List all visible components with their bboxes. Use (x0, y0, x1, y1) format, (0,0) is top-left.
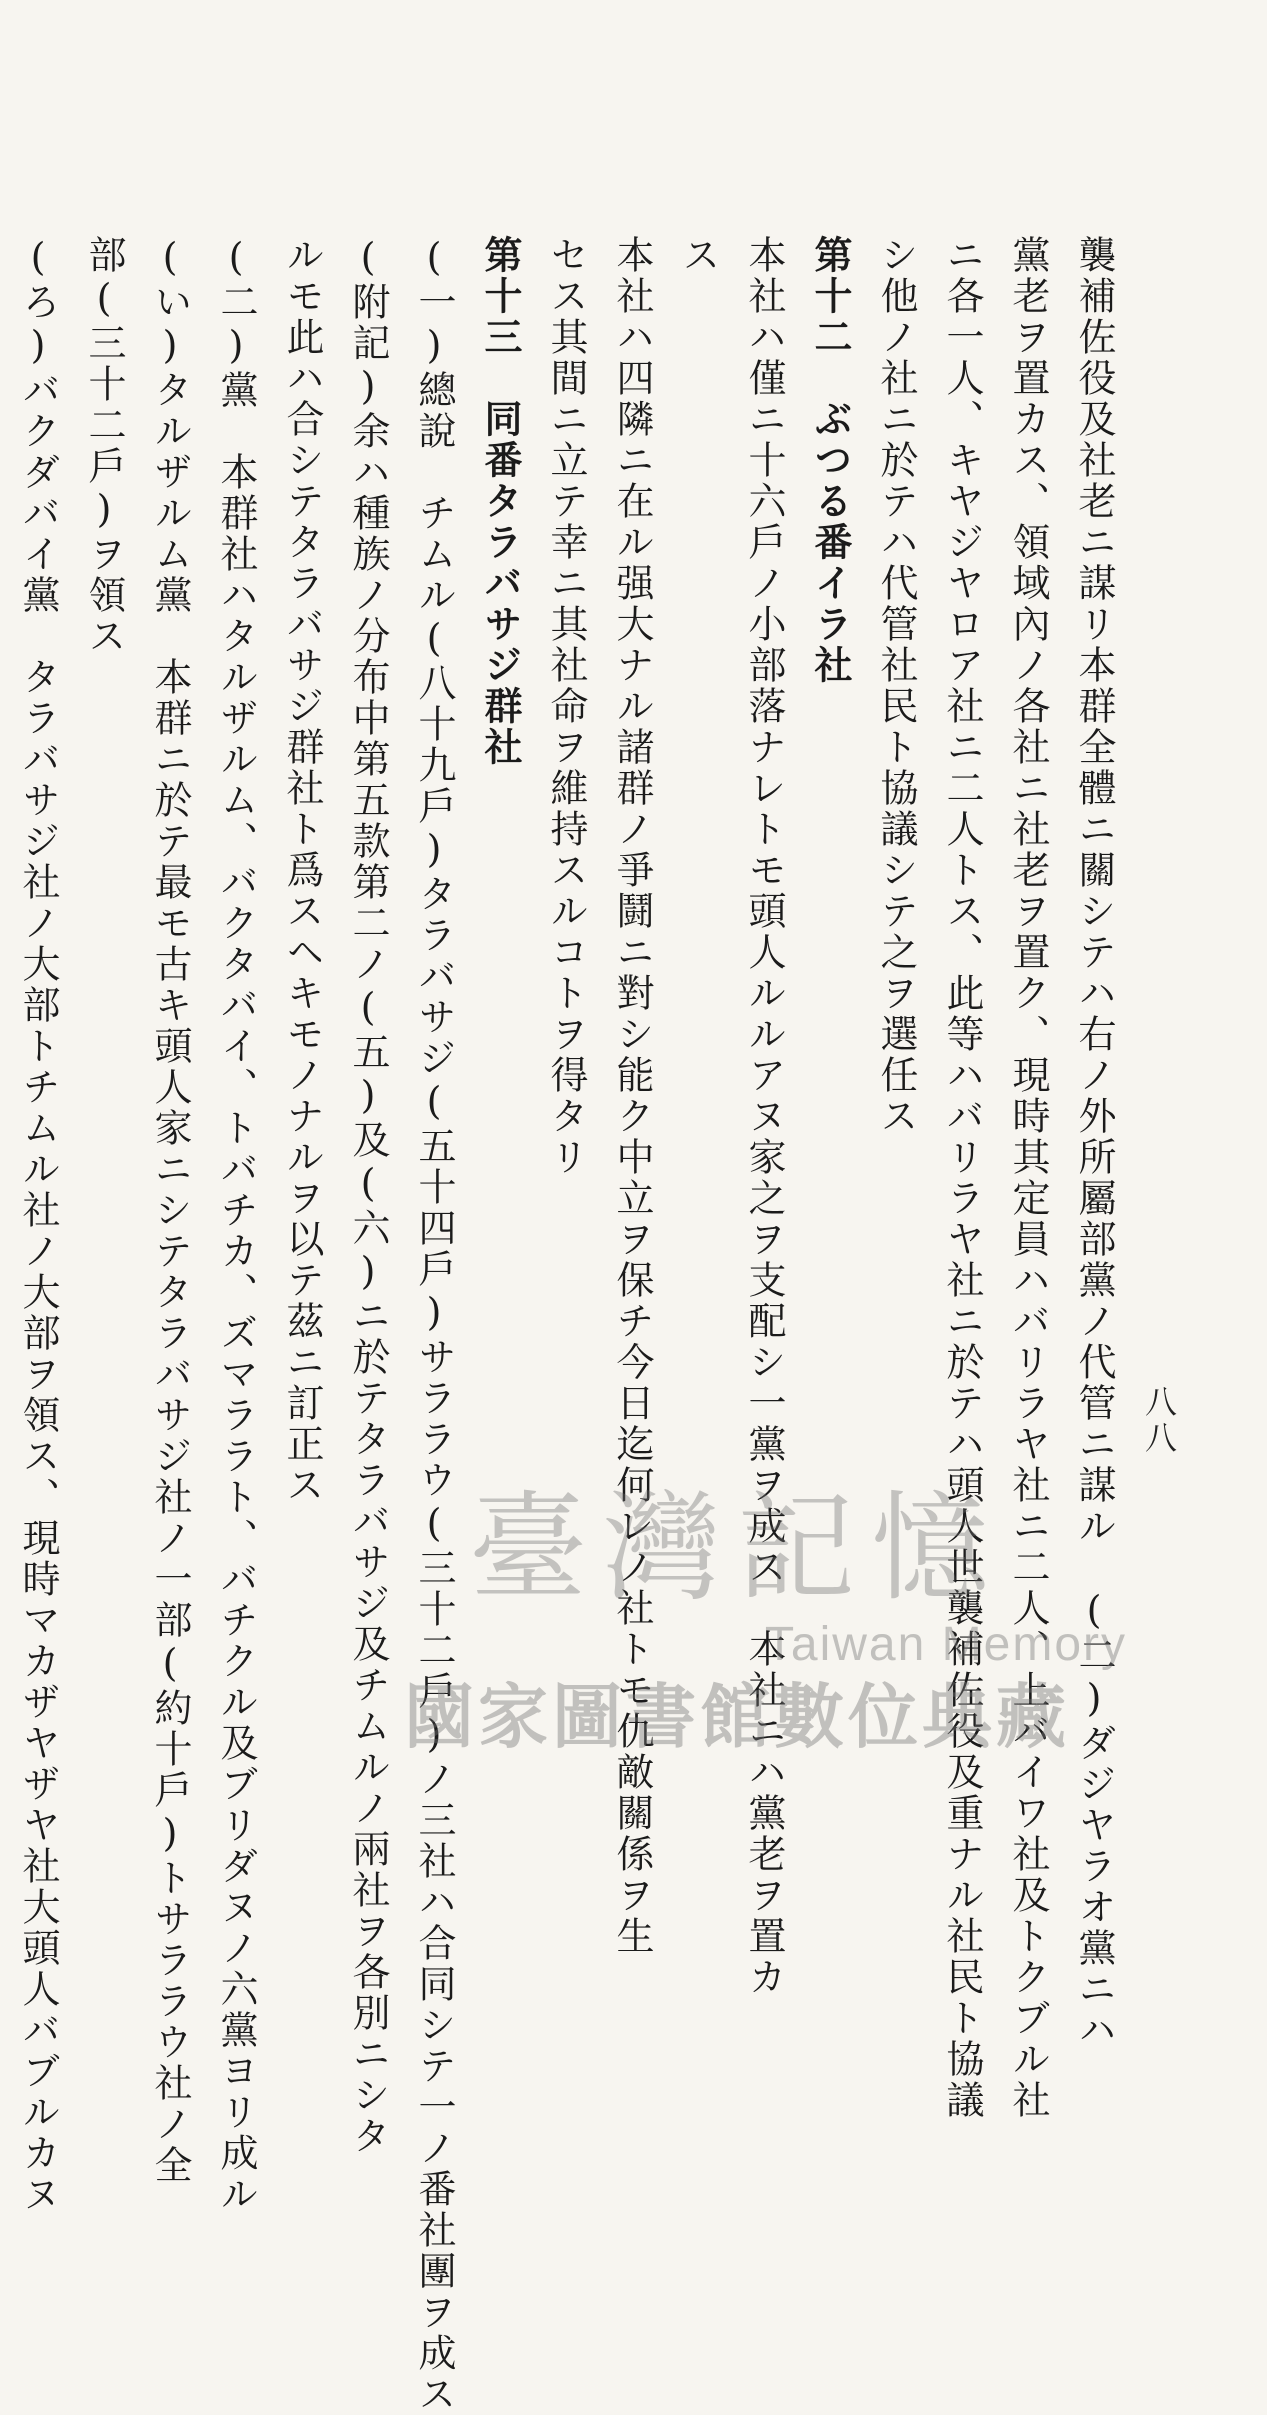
page-number: 八八 (1140, 1385, 1178, 1457)
text-column: 本社ハ僅ニ十六戶ノ小部落ナレトモ頭人ルルアヌ家之ヲ支配シ一黨ヲ成ス 本社ニハ黨老ヲ置カ (742, 235, 786, 1998)
text-column: 部(三十二戶)ヲ領ス (82, 235, 126, 657)
vertical-text-body (16, 235, 1127, 2415)
text-column: ニ各一人、キヤジヤロア社ニ二人トス、此等ハバリラヤ社ニ於テハ頭人世襲補佐役及重ナル社民ト協議 (940, 235, 984, 2121)
section-heading: 第十二 ぶつる番イラ社 (808, 235, 853, 686)
section-heading: 第十三 同番タラバサジ群社 (478, 235, 523, 768)
text-column: (い)タルザルム黨 本群ニ於テ最モ古キ頭人家ニシテタラバサジ社ノ一部(約十戶)トサララウ社ノ全 (148, 235, 192, 2186)
text-column: ス (676, 235, 720, 276)
text-column: セス其間ニ立テ幸ニ其社命ヲ維持スルコトヲ得タリ (544, 235, 588, 1178)
text-column: 襲補佐役及社老ニ謀リ本群全體ニ關シテハ右ノ外所屬部黨ノ代管ニ謀ル (二)ダジヤラオ黨ニハ (1072, 235, 1116, 2051)
text-column: 黨老ヲ置カス、領域內ノ各社ニ社老ヲ置ク、現時其定員ハバリラヤ社ニ二人、上バイワ社及トクブル社 (1006, 235, 1050, 2121)
text-column: (一)總說 チムル(八十九戶)タラバサジ(五十四戶)サララウ(三十二戶)ノ三社ハ合同シテ一ノ番社團ヲ成ス (412, 235, 456, 2415)
text-column: (ろ)バクダバイ黨 タラバサジ社ノ大部トチムル社ノ大部ヲ領ス、現時マカザヤザヤ社大頭人バブルカヌ (16, 235, 60, 2215)
text-column: (二)黨 本群社ハタルザルム、バクタバイ、トバチカ、ズマララト、バチクル及ブリダヌノ六黨ヨリ成ル (214, 235, 258, 2215)
watermark-chinese: 國家圖書館數位典藏 (404, 1676, 1070, 1758)
text-column: シ他ノ社ニ於テハ代管社民ト協議シテ之ヲ選任ス (874, 235, 918, 1137)
watermark-calligraphy: 臺灣記憶 (468, 1479, 1005, 1617)
text-column: ルモ此ハ合シテタラバサジ群社ト爲スヘキモノナルヲ以テ茲ニ訂正ス (280, 235, 324, 1506)
text-column: (附記)余ハ種族ノ分布中第五款第二ノ(五)及(六)ニ於テタラバサジ及チムルノ兩社ヲ各別ニシタ (346, 235, 390, 2157)
watermark-english: Taiwan Memory (764, 1618, 1127, 1671)
text-column: 本社ハ四隣ニ在ル强大ナル諸群ノ爭鬪ニ對シ能ク中立ヲ保チ今日迄何レノ社トモ仇敵關係ヲ生 (610, 235, 654, 1957)
